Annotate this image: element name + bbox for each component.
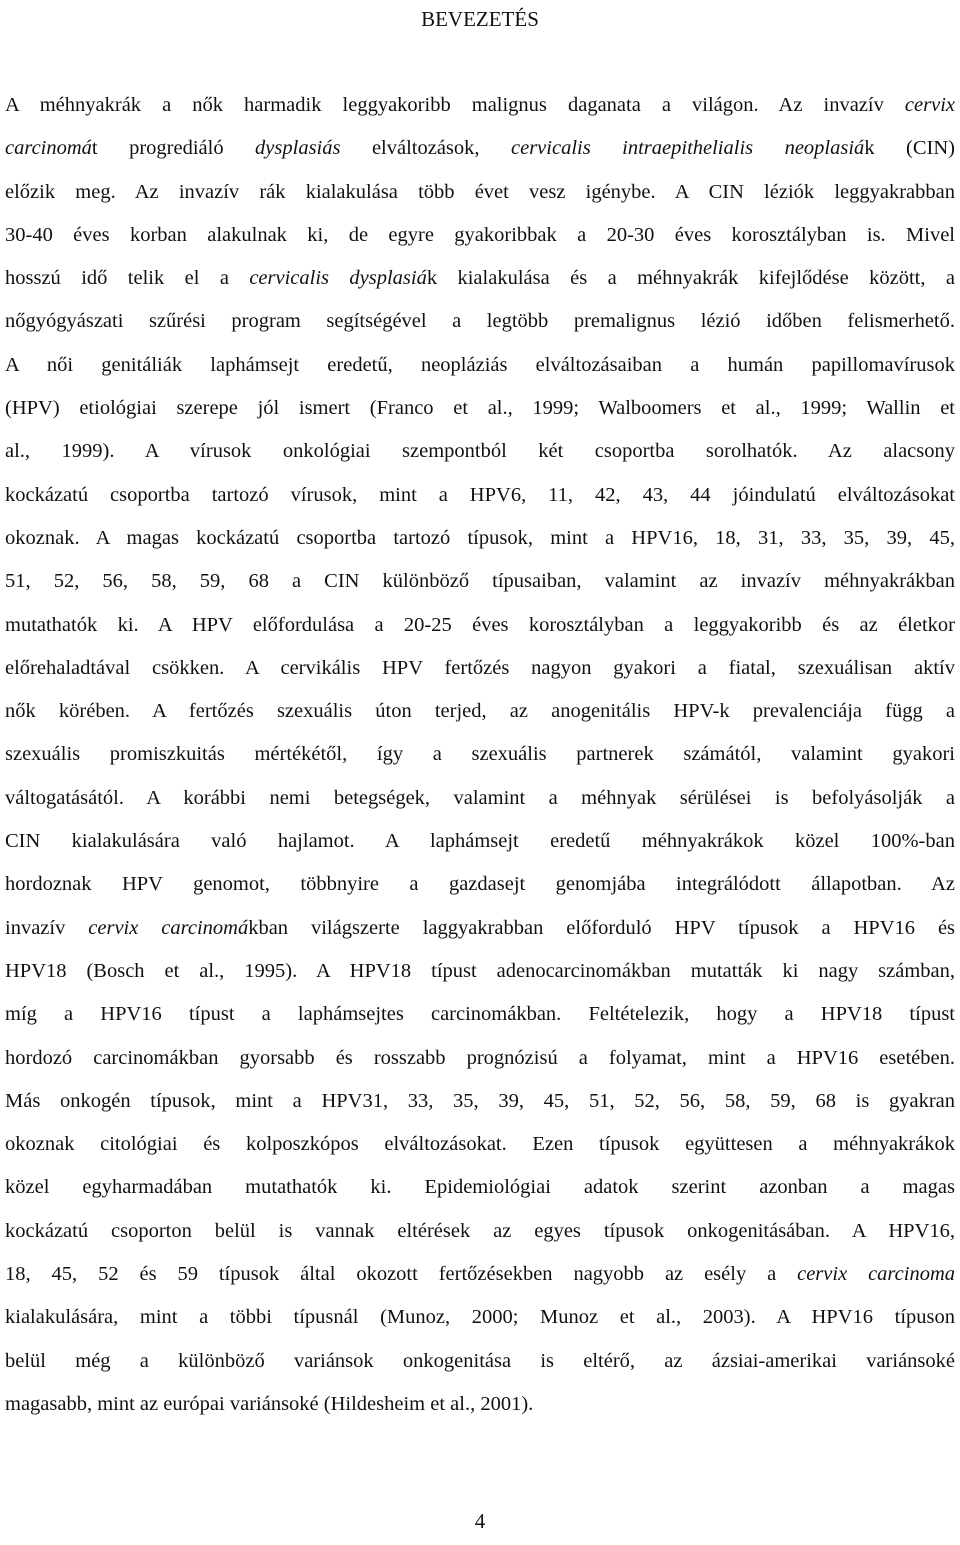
- text-line: 30-40 éves korban alakulnak ki, de egyre gyakoribbak a 20-30 éves korosztályban is. Mivel: [5, 223, 955, 246]
- text-line: nők körében. A fertőzés szexuális úton terjed, az anogenitális HPV-k prevalenciája függ a: [5, 700, 955, 723]
- text-line: hordoznak HPV genomot, többnyire a gazdasejt genomjába integrálódott állapotban. Az: [5, 873, 955, 896]
- text-line: 18, 45, 52 és 59 típusok által okozott fertőzésekben nagyobb az esély a cervix carcinoma: [5, 1263, 956, 1286]
- text-line: belül még a különböző variánsok onkogenitása is eltérő, az ázsiai-amerikai variánsoké: [5, 1349, 955, 1372]
- page-number: 4: [474, 1509, 486, 1533]
- text-line: magasabb, mint az európai variánsoké (Hildesheim et al., 2001).: [5, 1392, 534, 1415]
- text-line: carcinomát progrediáló dysplasiás elváltozások, cervicalis intraepithelialis neoplasiák (CIN): [5, 137, 955, 160]
- text-line: okoznak citológiai és kolposzkópos elváltozásokat. Ezen típusok együttesen a méhnyakrákok: [5, 1133, 955, 1156]
- text-line: hordozó carcinomákban gyorsabb és rosszabb prognózisú a folyamat, mint a HPV16 esetében.: [5, 1046, 955, 1069]
- text-line: mutathatók ki. A HPV előfordulása a 20-25 éves korosztályban a leggyakoribb és az életkor: [5, 613, 955, 636]
- text-line: invazív cervix carcinomákban világszerte laggyakrabban előforduló HPV típusok a HPV16 és: [5, 916, 956, 939]
- text-line: HPV18 (Bosch et al., 1995). A HPV18 típust adenocarcinomákban mutatták ki nagy számban,: [5, 959, 955, 982]
- text-line: A méhnyakrák a nők harmadik leggyakoribb malignus daganata a világon. Az invazív cervix: [5, 94, 955, 116]
- text-line: okoznak. A magas kockázatú csoportba tartozó típusok, mint a HPV16, 18, 31, 33, 35, 39, 45,: [5, 526, 955, 549]
- text-line: CIN kialakulására való hajlamot. A laphámsejt eredetű méhnyakrákok közel 100%-ban: [5, 830, 955, 853]
- body-text: [5, 84, 955, 1426]
- text-line: kialakulására, mint a többi típusnál (Munoz, 2000; Munoz et al., 2003). A HPV16 típuson: [5, 1306, 955, 1329]
- text-line: nőgyógyászati szűrési program segítségével a legtöbb premalignus lézió időben felismerhető.: [5, 310, 955, 333]
- text-line: míg a HPV16 típust a laphámsejtes carcinomákban. Feltételezik, hogy a HPV18 típust: [5, 1003, 955, 1026]
- text-line: kockázatú csoportba tartozó vírusok, mint a HPV6, 11, 42, 43, 44 jóindulatú elváltozásokat: [5, 483, 955, 506]
- text-line: kockázatú csoporton belül is vannak eltérések az egyes típusok onkogenitásában. A HPV16,: [5, 1219, 955, 1242]
- text-line: váltogatásától. A korábbi nemi betegségek, valamint a méhnyak sérülései is befolyásolják a: [5, 786, 955, 809]
- text-line: közel egyharmadában mutathatók ki. Epidemiológiai adatok szerint azonban a magas: [5, 1176, 955, 1199]
- text-line: szexuális promiszkuitás mértékétől, így a szexuális partnerek számától, valamint gyakori: [5, 743, 955, 766]
- text-line: előrehaladtával csökken. A cervikális HPV fertőzés nagyon gyakori a fiatal, szexuálisan aktív: [5, 656, 955, 679]
- text-line: A női genitáliák laphámsejt eredetű, neopláziás elváltozásaiban a humán papillomavírusok: [5, 353, 955, 376]
- text-line: előzik meg. Az invazív rák kialakulása több évet vesz igénybe. A CIN léziók leggyakrabban: [5, 180, 955, 203]
- text-line: al., 1999). A vírusok onkológiai szempontból két csoportba sorolhatók. Az alacsony: [5, 440, 955, 463]
- text-line: hosszú idő telik el a cervicalis dysplasiák kialakulása és a méhnyakrák kifejlődése között, a: [5, 267, 955, 290]
- text-line: Más onkogén típusok, mint a HPV31, 33, 35, 39, 45, 51, 52, 56, 58, 59, 68 is gyakran: [5, 1089, 955, 1112]
- text-line: 51, 52, 56, 58, 59, 68 a CIN különböző típusaiban, valamint az invazív méhnyakrákban: [5, 570, 955, 593]
- section-heading: BEVEZETÉS: [421, 7, 539, 31]
- text-line: (HPV) etiológiai szerepe jól ismert (Franco et al., 1999; Walboomers et al., 1999; Wallin et: [5, 397, 955, 420]
